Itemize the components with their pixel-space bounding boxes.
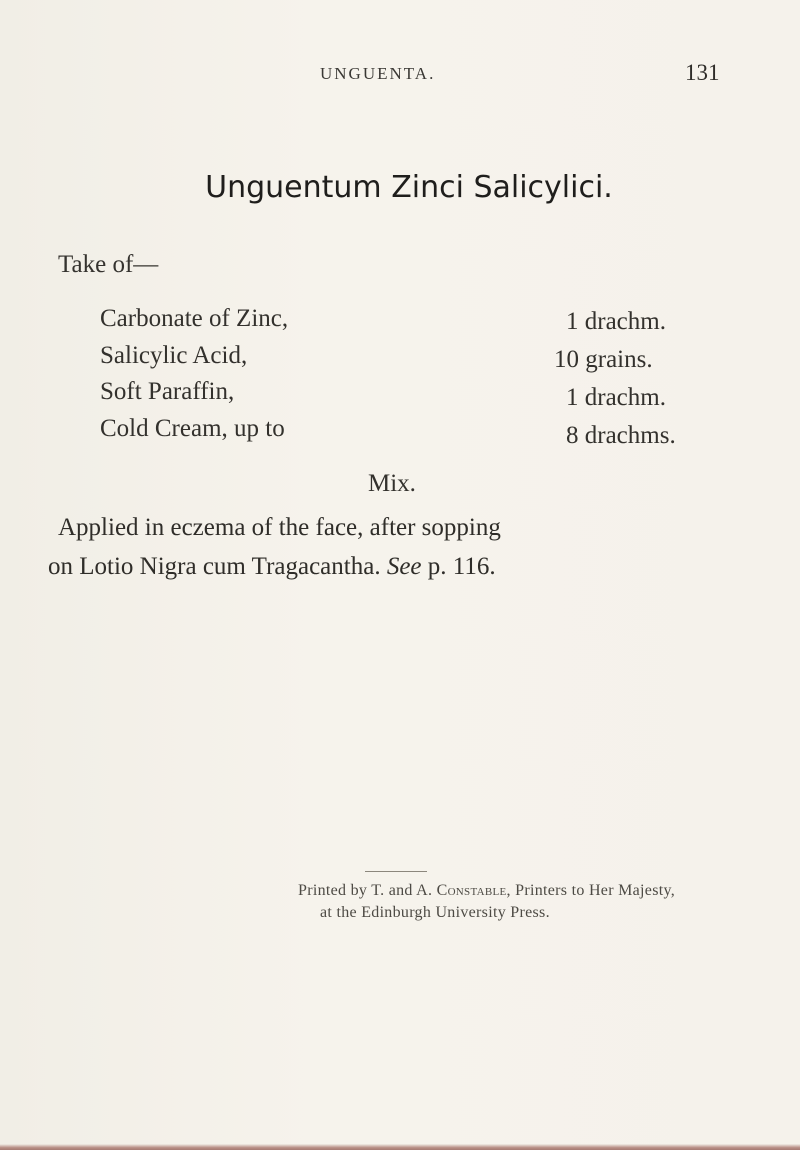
running-title: UNGUENTA. <box>320 64 436 83</box>
ingredient-name: Soft Paraffin, <box>100 378 235 405</box>
recipe-intro: Take of— <box>58 251 159 278</box>
page-edge <box>0 1144 800 1150</box>
printer-imprint-line <box>298 882 675 900</box>
imprint-text: Printed by T. and A. <box>298 882 437 899</box>
ingredient-name: Cold Cream, up to <box>100 415 285 442</box>
page-number: 131 <box>685 60 720 85</box>
imprint-text: , Printers to Her Majesty, <box>506 882 676 899</box>
ingredient-name: Salicylic Acid, <box>100 342 248 369</box>
ingredient-quantity: 10 grains. <box>554 346 653 373</box>
ingredient-quantity: 1 drachm. <box>566 384 666 411</box>
note-text: on Lotio Nigra cum Tragacantha. <box>48 553 387 580</box>
recipe-note-line: Applied in eczema of the face, after sopping <box>58 514 501 541</box>
ingredient-quantity: 1 drachm. <box>566 308 666 335</box>
recipe-instruction: Mix. <box>368 470 416 497</box>
recipe-title: Unguentum Zinci Salicylici. <box>205 170 613 205</box>
recipe-note-line <box>48 553 496 581</box>
running-head <box>0 60 800 90</box>
printer-imprint-line: at the Edinburgh University Press. <box>320 904 550 921</box>
page-reference: p. 116. <box>421 553 496 580</box>
see-reference: See <box>386 553 422 580</box>
ingredient-quantity: 8 drachms. <box>566 422 676 449</box>
imprint-divider <box>365 871 427 872</box>
imprint-printer-name: Constable <box>436 882 507 899</box>
ingredient-name: Carbonate of Zinc, <box>100 305 289 332</box>
